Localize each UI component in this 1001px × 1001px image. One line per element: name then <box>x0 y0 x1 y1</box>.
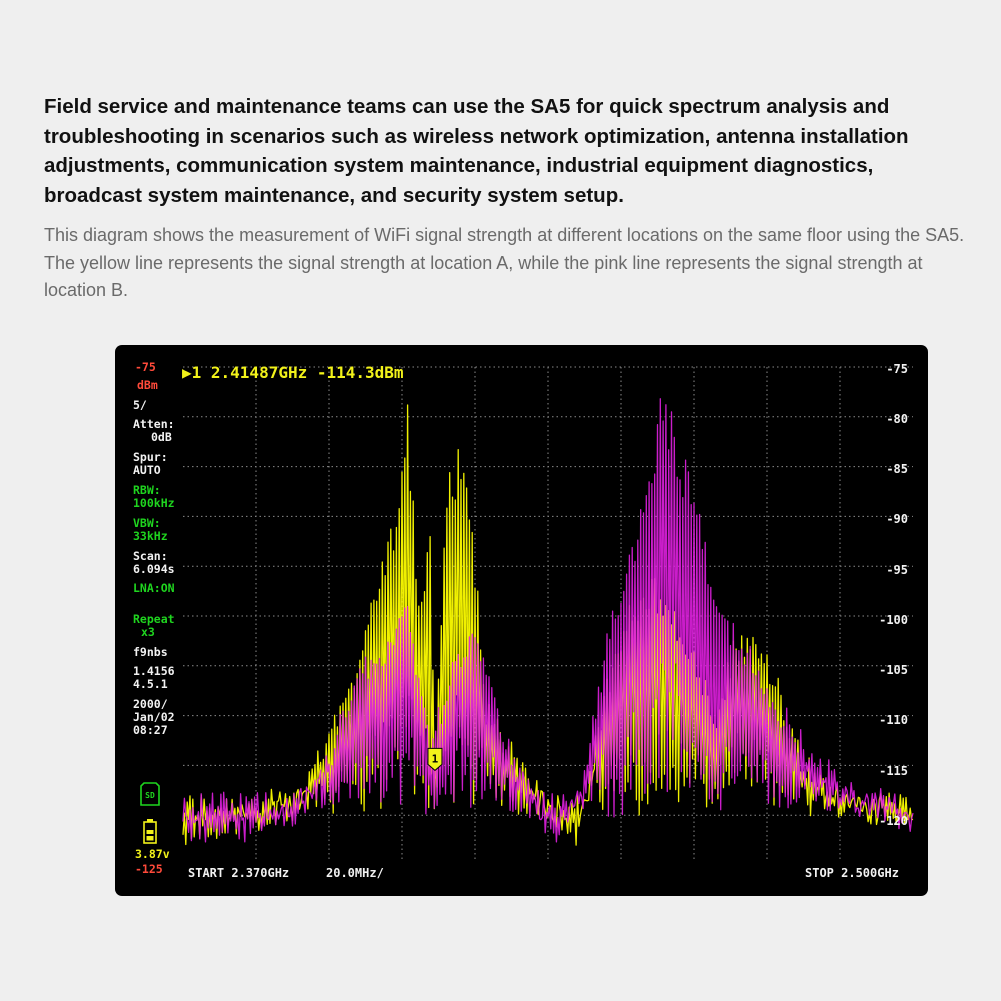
ref-unit: dBm <box>137 378 158 392</box>
marker-readout: ▶1 2.41487GHz -114.3dBm <box>182 363 404 382</box>
spur-label: Spur: <box>133 450 168 464</box>
spur-value: AUTO <box>133 463 161 477</box>
vbw-label: VBW: <box>133 516 161 530</box>
y-tick-label: -90 <box>886 512 908 526</box>
y-tick-label: -80 <box>886 412 908 426</box>
scale-per-div: 5/ <box>133 398 147 412</box>
scan-label: Scan: <box>133 549 168 563</box>
scan-value: 6.094s <box>133 562 175 576</box>
lna-status: LNA:ON <box>133 581 175 595</box>
bottom-level: -125 <box>135 862 163 876</box>
repeat-value: x3 <box>141 625 155 639</box>
y-tick-label: -105 <box>879 663 908 677</box>
hardware-version: 4.5.1 <box>133 677 168 691</box>
y-tick-label: -120 <box>879 814 908 828</box>
spectrum-analyzer-screen <box>115 345 928 896</box>
marker-flag-label: 1 <box>431 752 439 766</box>
sd-card-icon <box>139 781 161 807</box>
vbw-value: 33kHz <box>133 529 168 543</box>
y-tick-label: -115 <box>879 764 908 778</box>
description: This diagram shows the measurement of WiFi signal strength at different locations on the same floor using the SA5. The yellow line represents the signal strength at location A, while the pink line represents the signal strength at location B. <box>44 225 965 300</box>
plot-grid <box>183 367 913 861</box>
y-tick-label: -95 <box>886 563 908 577</box>
battery-voltage: 3.87v <box>135 847 170 861</box>
rbw-value: 100kHz <box>133 496 175 510</box>
stop-frequency: STOP 2.500GHz <box>805 866 899 880</box>
start-frequency: START 2.370GHz <box>188 866 290 880</box>
date-year: 2000/ <box>133 697 168 711</box>
atten-value: 0dB <box>151 430 172 444</box>
y-tick-label: -75 <box>886 362 908 376</box>
battery-icon <box>143 819 157 845</box>
y-tick-label: -110 <box>879 713 908 727</box>
spectrum-plot <box>115 345 928 896</box>
y-tick-label: -100 <box>879 613 908 627</box>
clock-time: 08:27 <box>133 723 168 737</box>
plot-traces <box>183 399 913 845</box>
atten-label: Atten: <box>133 417 175 431</box>
headline: Field service and maintenance teams can use the SA5 for quick spectrum analysis and troubleshooting in scenarios such as wireless network optimization, antenna installation adjustments, communication system maintenance, industrial equipment diagnostics, broadcast system maintenance, and security system setup. <box>44 95 909 207</box>
device-id: f9nbs <box>133 645 168 659</box>
span-per-div: 20.0MHz/ <box>326 866 384 880</box>
ref-level: -75 <box>135 360 156 374</box>
date-day: Jan/02 <box>133 710 175 724</box>
y-tick-label: -85 <box>886 462 908 476</box>
firmware-version: 1.4156 <box>133 664 175 678</box>
sd-card-label: SD <box>145 791 155 800</box>
rbw-label: RBW: <box>133 483 161 497</box>
repeat-label: Repeat <box>133 612 175 626</box>
